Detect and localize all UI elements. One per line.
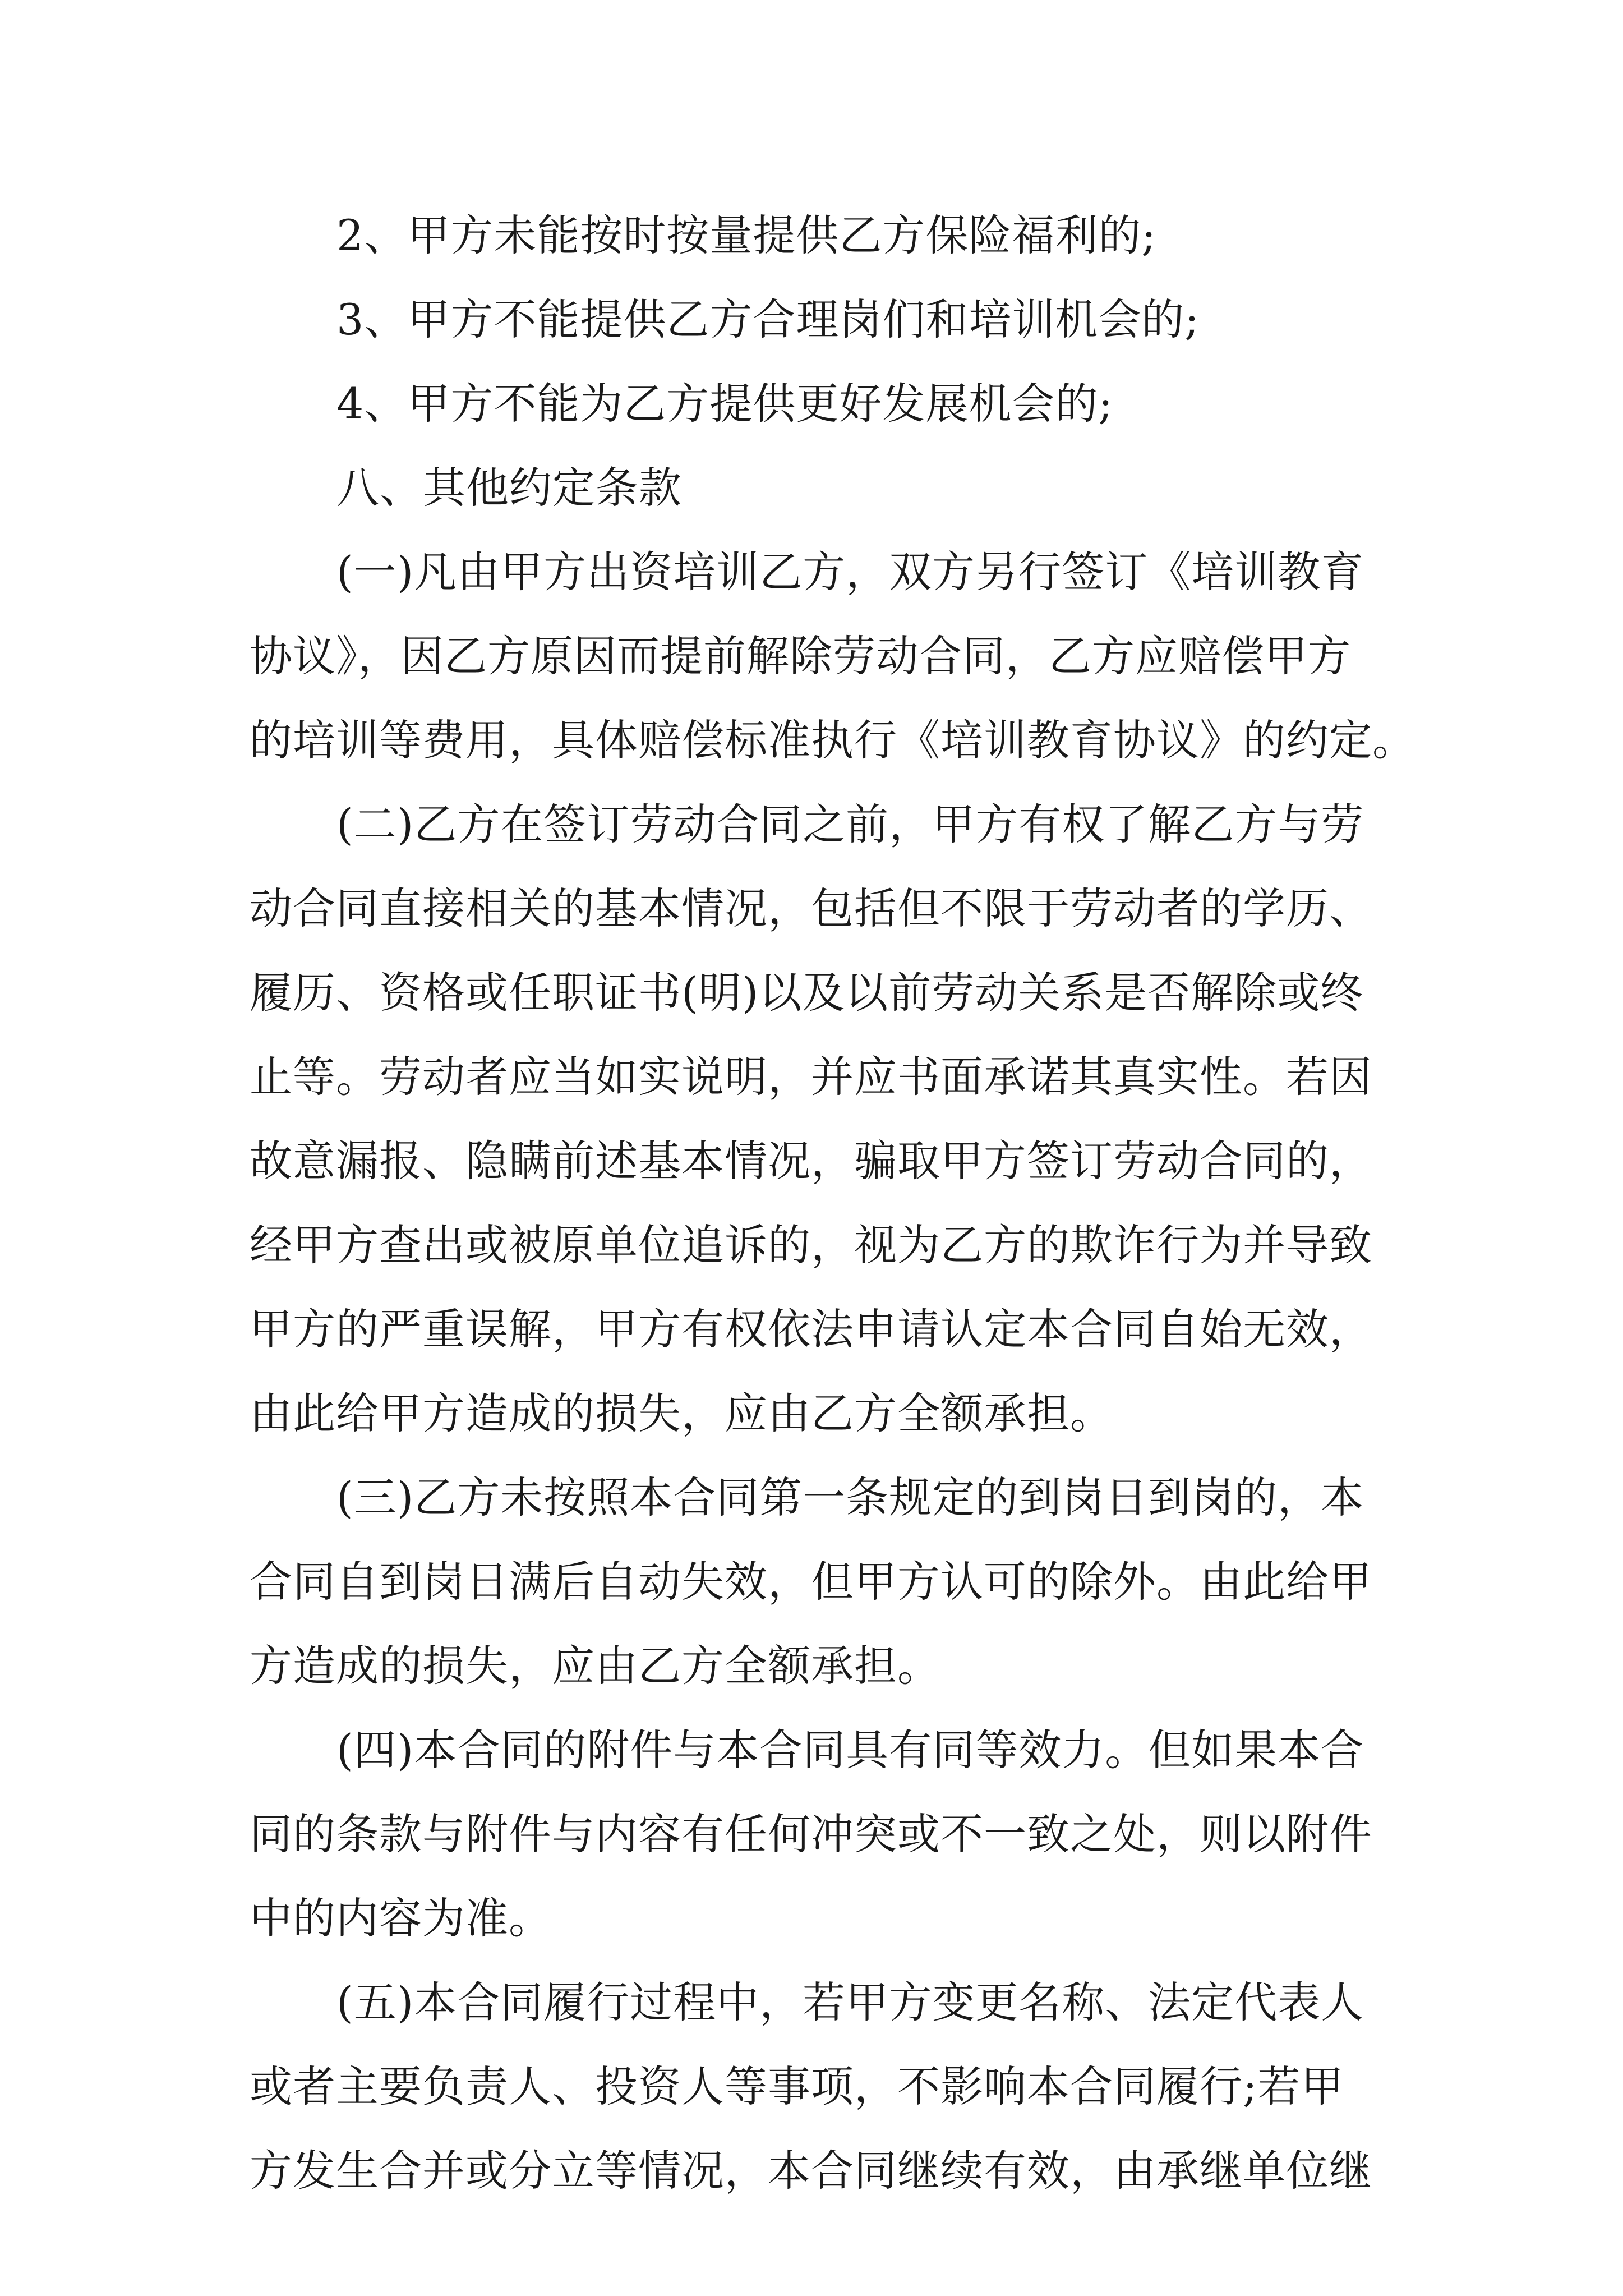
paragraph-2-line-4: 止等。劳动者应当如实说明，并应书面承诺其真实性。若因 [250,1052,1372,1102]
paragraph-5-line-2: 或者主要负责人、投资人等事项，不影响本合同履行;若甲 [250,2062,1344,2111]
clause-item-4: 4、甲方不能为乙方提供更好发展机会的; [336,379,1113,429]
section-heading-8: 八、其他约定条款 [336,463,682,513]
paragraph-3-line-3: 方造成的损失，应由乙方全额承担。 [250,1641,940,1691]
paragraph-4-line-2: 同的条款与附件与内容有任何冲突或不一致之处，则以附件 [250,1809,1372,1859]
paragraph-2-line-7: 甲方的严重误解，甲方有权依法申请认定本合同自始无效， [250,1304,1372,1354]
clause-item-3: 3、甲方不能提供乙方合理岗们和培训机会的; [336,295,1200,344]
paragraph-5-line-1: (五)本合同履行过程中，若甲方变更名称、法定代表人 [336,1977,1364,2027]
paragraph-5-line-3: 方发生合并或分立等情况，本合同继续有效，由承继单位继 [250,2146,1372,2196]
paragraph-1-line-2: 协议》，因乙方原因而提前解除劳动合同，乙方应赔偿甲方 [250,631,1351,681]
paragraph-4-line-1: (四)本合同的附件与本合同具有同等效力。但如果本合 [336,1725,1364,1775]
paragraph-1-line-1: (一)凡由甲方出资培训乙方，双方另行签订《培训教育 [336,547,1364,597]
paragraph-4-line-3: 中的内容为准。 [250,1893,552,1943]
paragraph-2-line-6: 经甲方查出或被原单位追诉的，视为乙方的欺诈行为并导致 [250,1220,1372,1270]
paragraph-2-line-5: 故意漏报、隐瞒前述基本情况，骗取甲方签订劳动合同的， [250,1136,1372,1186]
paragraph-3-line-2: 合同自到岗日满后自动失效，但甲方认可的除外。由此给甲 [250,1557,1372,1607]
paragraph-2-line-2: 动合同直接相关的基本情况，包括但不限于劳动者的学历、 [250,884,1372,933]
clause-item-2: 2、甲方未能按时按量提供乙方保险福利的; [336,210,1156,260]
paragraph-1-line-3: 的培训等费用，具体赔偿标准执行《培训教育协议》的约定。 [250,715,1415,765]
paragraph-2-line-8: 由此给甲方造成的损失，应由乙方全额承担。 [250,1388,1113,1438]
paragraph-2-line-3: 履历、资格或任职证书(明)以及以前劳动关系是否解除或终 [250,968,1364,1018]
paragraph-3-line-1: (三)乙方未按照本合同第一条规定的到岗日到岗的，本 [336,1473,1364,1522]
paragraph-2-line-1: (二)乙方在签订劳动合同之前，甲方有权了解乙方与劳 [336,799,1364,849]
